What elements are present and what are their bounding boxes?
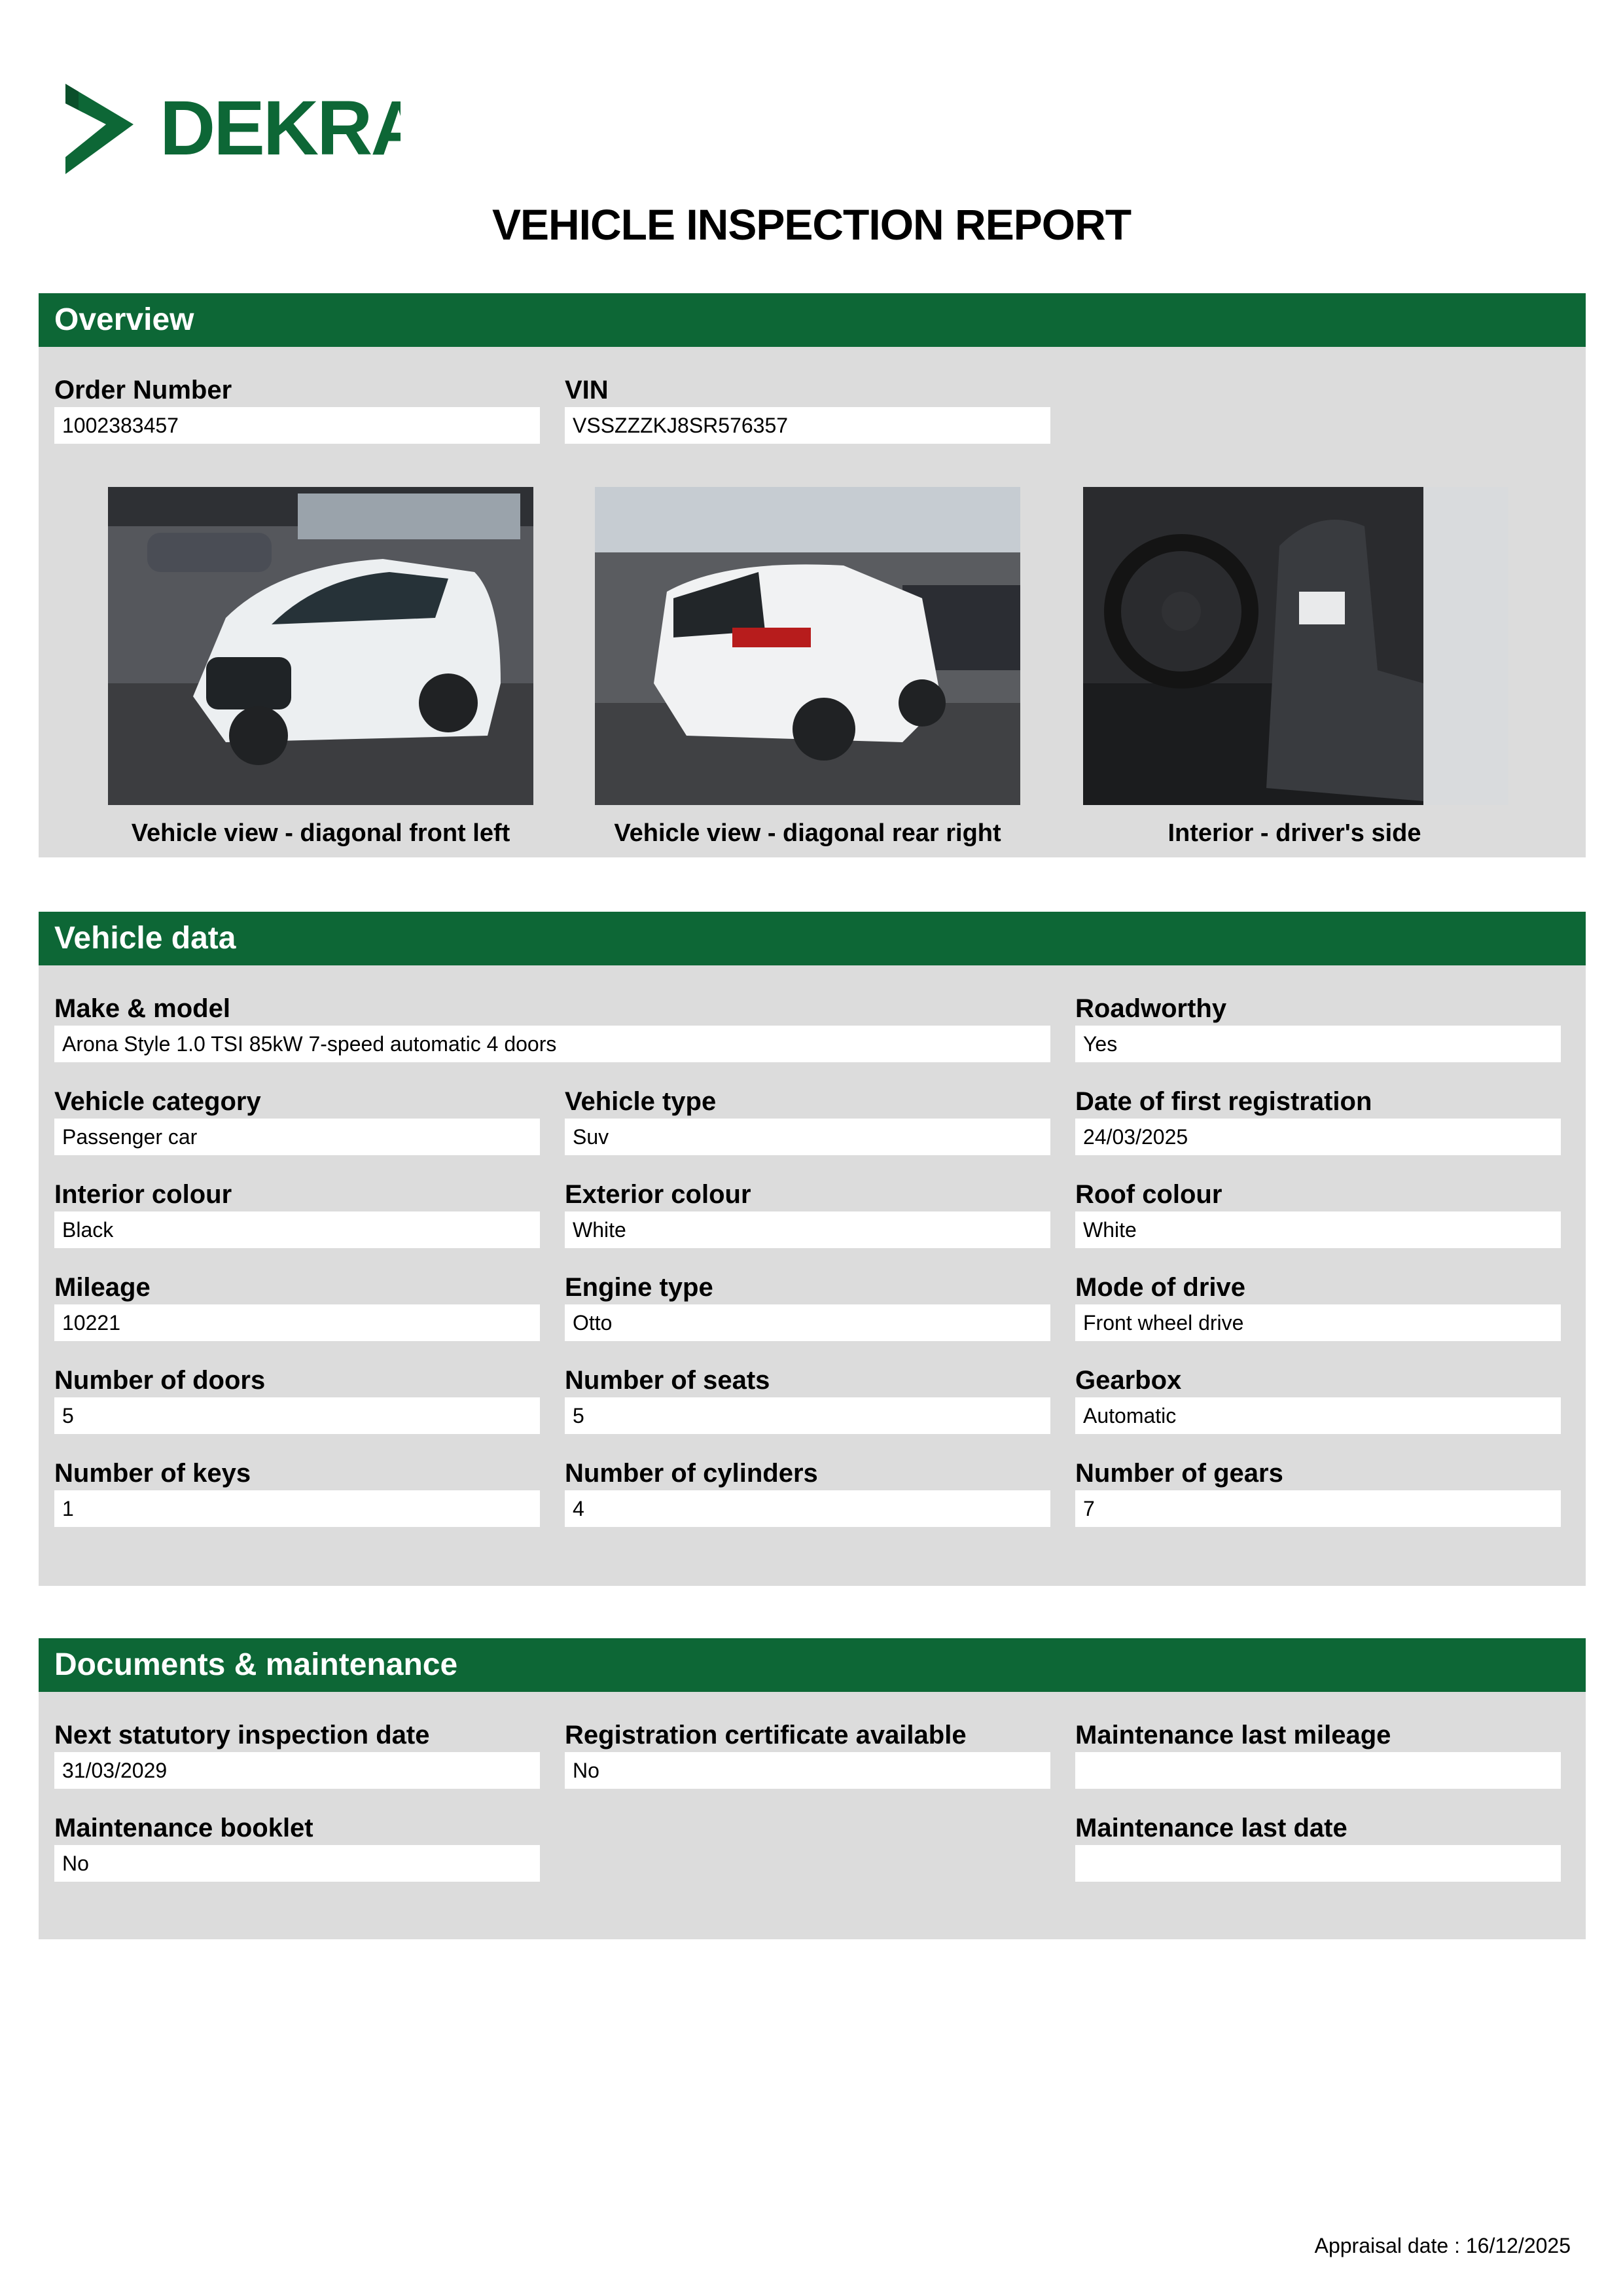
keys-field [54,1456,540,1527]
maintenance-booklet-value: No [54,1845,540,1882]
doors-label: Number of doors [54,1366,266,1395]
next-inspection-value: 31/03/2029 [54,1752,540,1789]
mode-of-drive-value: Front wheel drive [1075,1304,1561,1341]
keys-label: Number of keys [54,1459,251,1488]
interior-colour-field [54,1177,540,1248]
gearbox-label: Gearbox [1075,1366,1182,1395]
exterior-colour-field [565,1177,1050,1248]
registration-cert-field [565,1718,1050,1789]
make-model-field [54,992,1050,1062]
overview-section [39,293,1586,857]
mode-of-drive-label: Mode of drive [1075,1273,1246,1302]
order-number-field [54,373,540,444]
interior-photo [1083,487,1508,805]
order-number-value: 1002383457 [54,407,540,444]
roof-colour-value: White [1075,1211,1561,1248]
vehicle-type-label: Vehicle type [565,1087,717,1116]
roadworthy-value: Yes [1075,1026,1561,1062]
vehicle-type-value: Suv [565,1119,1050,1155]
keys-value: 1 [54,1490,540,1527]
roadworthy-field [1075,992,1561,1062]
gears-label: Number of gears [1075,1459,1283,1488]
maintenance-last-mileage-field [1075,1718,1561,1789]
photo-caption-interior: Interior - driver's side [1168,819,1421,847]
dekra-chevron-icon [60,84,401,177]
roof-colour-field [1075,1177,1561,1248]
appraisal-date-value: 16/12/2025 [1465,2234,1571,2257]
roadworthy-label: Roadworthy [1075,994,1227,1023]
mileage-value: 10221 [54,1304,540,1341]
overview-header: Overview [39,293,1586,347]
doors-field [54,1363,540,1434]
front-left-car-photo [108,487,533,805]
gears-field [1075,1456,1561,1527]
cylinders-value: 4 [565,1490,1050,1527]
exterior-colour-value: White [565,1211,1050,1248]
documents-section [39,1638,1586,1939]
gearbox-value: Automatic [1075,1397,1561,1434]
vehicle-category-field [54,1085,540,1155]
engine-type-label: Engine type [565,1273,713,1302]
car-interior-icon [1083,487,1508,805]
interior-colour-label: Interior colour [54,1180,232,1209]
roof-colour-label: Roof colour [1075,1180,1222,1209]
document-title: VEHICLE INSPECTION REPORT [491,200,1132,249]
vehicle-type-field [565,1085,1050,1155]
appraisal-label: Appraisal date : [1314,2234,1460,2257]
registration-cert-label: Registration certificate available [565,1721,967,1749]
maintenance-booklet-field [54,1811,540,1882]
vehicle-category-value: Passenger car [54,1119,540,1155]
maintenance-last-date-label: Maintenance last date [1075,1814,1347,1842]
maintenance-last-mileage-value [1075,1752,1561,1789]
interior-colour-value: Black [54,1211,540,1248]
documents-header: Documents & maintenance [39,1638,1586,1692]
registration-cert-value: No [565,1752,1050,1789]
next-inspection-label: Next statutory inspection date [54,1721,430,1749]
car-rear-icon [595,487,1020,805]
vin-field [565,373,1050,444]
maintenance-booklet-label: Maintenance booklet [54,1814,313,1842]
first-registration-field [1075,1085,1561,1155]
appraisal-date [1315,2234,1571,2258]
mileage-label: Mileage [54,1273,151,1302]
photo-caption-rear-right: Vehicle view - diagonal rear right [614,819,1001,847]
make-model-value: Arona Style 1.0 TSI 85kW 7-speed automatic 4 doors [54,1026,1050,1062]
order-number-label: Order Number [54,376,232,404]
svg-text:DEKRA: DEKRA [160,85,401,171]
cylinders-label: Number of cylinders [565,1459,818,1488]
dekra-logo [60,84,401,177]
vehicle-data-section [39,912,1586,1586]
car-front-icon [108,487,533,805]
seats-label: Number of seats [565,1366,770,1395]
mileage-field [54,1270,540,1341]
make-model-label: Make & model [54,994,230,1023]
vehicle-category-label: Vehicle category [54,1087,261,1116]
vin-value: VSSZZZKJ8SR576357 [565,407,1050,444]
exterior-colour-label: Exterior colour [565,1180,751,1209]
rear-right-car-photo [595,487,1020,805]
maintenance-last-mileage-label: Maintenance last mileage [1075,1721,1391,1749]
cylinders-field [565,1456,1050,1527]
photo-caption-front-left: Vehicle view - diagonal front left [131,819,510,847]
maintenance-last-date-field [1075,1811,1561,1882]
engine-type-value: Otto [565,1304,1050,1341]
first-registration-value: 24/03/2025 [1075,1119,1561,1155]
seats-value: 5 [565,1397,1050,1434]
seats-field [565,1363,1050,1434]
gears-value: 7 [1075,1490,1561,1527]
maintenance-last-date-value [1075,1845,1561,1882]
gearbox-field [1075,1363,1561,1434]
mode-of-drive-field [1075,1270,1561,1341]
first-registration-label: Date of first registration [1075,1087,1372,1116]
engine-type-field [565,1270,1050,1341]
next-inspection-field [54,1718,540,1789]
vehicle-data-header: Vehicle data [39,912,1586,965]
doors-value: 5 [54,1397,540,1434]
vin-label: VIN [565,376,609,404]
